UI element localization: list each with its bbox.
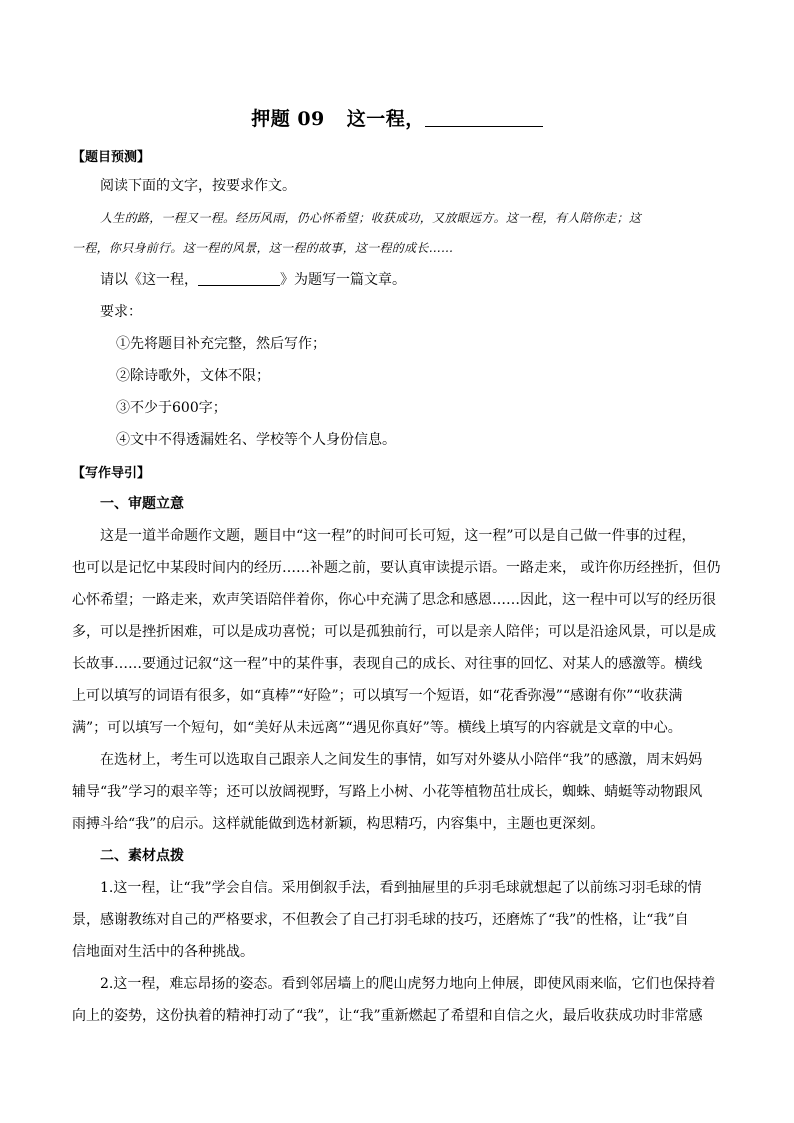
requirement-item: ④文中不得透漏姓名、学校等个人身份信息。 bbox=[116, 432, 396, 448]
prediction-label: 【题目预测】 bbox=[72, 150, 151, 165]
paragraph-line: 上可以填写的词语有很多，如“真棒”“好险”；可以填写一个短语，如“花香弥漫”“感谢有你”“收获满 bbox=[72, 688, 683, 704]
passage-line-2: 一程，你只身前行。这一程的风景，这一程的故事，这一程的成长…… bbox=[72, 241, 454, 255]
paragraph-line: 心怀希望；一路走来，欢声笑语陪伴着你，你心中充满了思念和感恩……因此，这一程中可以写的经历很 bbox=[72, 592, 716, 608]
title-main: 这一程， bbox=[346, 108, 425, 130]
requirement-item: ②除诗歌外，文体不限； bbox=[116, 368, 270, 384]
section-heading-2: 二、素材点拨 bbox=[100, 848, 184, 864]
writing-task bbox=[100, 270, 722, 290]
document-page bbox=[72, 0, 722, 1123]
paragraph-line: 1.这一程，让“我”学会自信。采用倒叙手法，看到抽屉里的乒羽毛球就想起了以前练习羽毛球的情 bbox=[100, 880, 702, 896]
paragraph-line: 这是一道半命题作文题，题目中“这一程”的时间可长可短，这一程”可以是自己做一件事的过程， bbox=[100, 528, 696, 544]
paragraph-line: 辅导“我”学习的艰辛等；还可以放阔视野，写路上小树、小花等植物茁壮成长，蜘蛛、蜻蜓等动物跟风 bbox=[72, 784, 703, 800]
title-blank-line bbox=[425, 108, 543, 127]
passage-line-1: 人生的路，一程又一程。经历风雨，仍心怀希望；收获成功，又放眼远方。这一程，有人陪你走；这 bbox=[100, 211, 642, 225]
paragraph-line: 也可以是记忆中某段时间内的经历……补题之前，要认真审读提示语。一路走来， 或许你历经挫折，但仍 bbox=[72, 560, 721, 576]
paragraph-line: 2.这一程，难忘昂扬的姿态。看到邻居墙上的爬山虎努力地向上伸展，即使风雨来临，它们也保持着 bbox=[100, 976, 716, 992]
paragraph-line: 在选材上，考生可以选取自己跟亲人之间发生的事情，如写对外婆从小陪伴“我”的感激，周末妈妈 bbox=[100, 752, 703, 768]
paragraph-line: 满”；可以填写一个短句，如“美好从未远离”“遇见你真好”等。横线上填写的内容就是文章的中心。 bbox=[72, 720, 682, 736]
task-before: 请以《这一程， bbox=[100, 272, 198, 288]
section-heading-1: 一、审题立意 bbox=[100, 496, 184, 512]
task-blank-line bbox=[198, 271, 280, 286]
paragraph-line: 景，感谢教练对自己的严格要求，不但教会了自己打羽毛球的技巧，还磨炼了“我”的性格，让“我”自 bbox=[72, 912, 689, 928]
guide-label: 【写作导引】 bbox=[72, 466, 151, 481]
page-title bbox=[72, 104, 722, 131]
requirement-item: ③不少于600字； bbox=[116, 400, 227, 416]
paragraph-line: 多，可以是挫折困难，可以是成功喜悦；可以是孤独前行，可以是亲人陪伴；可以是沿途风景，可以是成 bbox=[72, 624, 716, 640]
requirement-item: ①先将题目补充完整，然后写作； bbox=[116, 336, 326, 352]
task-after: 》为题写一篇文章。 bbox=[280, 272, 406, 288]
paragraph-line: 信地面对生活中的各种挑战。 bbox=[72, 944, 254, 960]
title-prefix: 押题 09 bbox=[251, 108, 325, 130]
prediction-intro: 阅读下面的文字，按要求作文。 bbox=[100, 178, 296, 194]
paragraph-line: 雨搏斗给“我”的启示。这样就能做到选材新颖，构思精巧，内容集中，主题也更深刻。 bbox=[72, 816, 605, 832]
paragraph-line: 向上的姿势，这份执着的精神打动了“我”，让“我”重新燃起了希望和自信之火，最后收获成功时非常感 bbox=[72, 1008, 703, 1024]
requirements-label: 要求： bbox=[100, 304, 142, 320]
paragraph-line: 长故事……要通过记叙“这一程”中的某件事，表现自己的成长、对往事的回忆、对某人的感激等。横线 bbox=[72, 656, 703, 672]
